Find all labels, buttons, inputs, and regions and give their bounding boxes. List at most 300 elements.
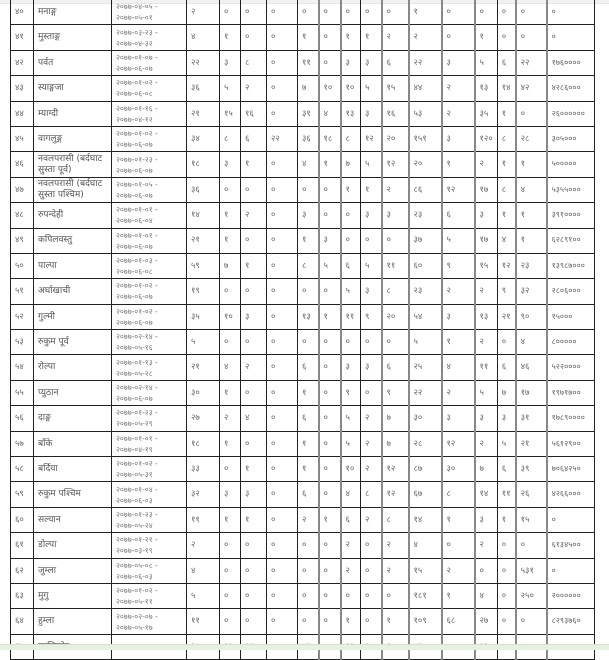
value-cell: १ [298,25,319,50]
value-cell: १७ [475,177,498,202]
serial-number-cell: ५० [11,253,34,278]
value-cell: १३ [475,304,498,329]
value-cell: ३१ [298,101,319,126]
date-range-cell [112,406,187,431]
table-row [11,457,595,482]
total-cell: ५ [187,330,220,355]
date-to: २०७७-०६-०३ [116,571,153,581]
date-from: २०७७-०३-२३ - [116,27,158,37]
value-cell: ११ [341,304,361,329]
value-cell: ० [241,228,267,253]
value-cell: ० [220,609,241,634]
value-cell: ३७ [409,228,442,253]
value-cell: ० [516,0,547,25]
date-range-cell [112,101,187,126]
serial-number-cell: ६२ [11,558,34,583]
value-cell: ० [516,101,547,126]
value-cell: २८ [409,431,442,456]
value-cell: २२ [409,380,442,405]
amount-cell: ४२८६००० [547,76,595,101]
table-row [11,355,595,380]
district-name-cell: सल्यान [34,507,112,532]
value-cell: ० [319,431,341,456]
date-range-cell [112,609,187,634]
table-row [11,380,595,405]
value-cell: ६ [382,355,409,380]
value-cell: ८ [341,126,361,151]
date-to: २०७७-०६-०७ [116,140,153,150]
date-from: २०७७-०१-०२ - [116,78,158,88]
value-cell: ० [319,355,341,380]
value-cell: २ [475,533,498,558]
value-cell: ८७ [409,457,442,482]
value-cell: ९ [361,304,382,329]
total-cell: १८ [187,431,220,456]
table-row [11,0,595,25]
value-cell: २ [442,558,475,583]
value-cell: ६ [442,203,475,228]
value-cell: ८ [382,507,409,532]
value-cell: ० [267,431,298,456]
value-cell: २ [475,431,498,456]
total-cell: १४ [187,203,220,228]
serial-number-cell: ४८ [11,203,34,228]
value-cell: ११ [298,50,319,75]
value-cell: ८ [220,126,241,151]
value-cell: ० [361,583,382,608]
table-wrapper [10,0,595,660]
value-cell: ९ [382,380,409,405]
value-cell: ३० [442,457,475,482]
serial-number-cell: ४६ [11,152,34,177]
table-row [11,203,595,228]
value-cell: ० [241,25,267,50]
value-cell: ५ [361,76,382,101]
value-cell: ३ [475,406,498,431]
value-cell: ० [267,304,298,329]
value-cell: १८१ [409,583,442,608]
value-cell: २५० [516,583,547,608]
value-cell: ३ [382,203,409,228]
value-cell: ० [267,152,298,177]
date-range-cell [112,177,187,202]
value-cell: २५ [409,355,442,380]
date-from: २०७७-०१-०३ - [116,256,158,266]
value-cell: ९ [341,380,361,405]
date-from: २०७७-०१-०१ - [116,433,158,443]
district-name-cell: गुल्मी [34,304,112,329]
value-cell: ४२ [516,76,547,101]
value-cell: ० [382,583,409,608]
value-cell: ० [319,50,341,75]
total-cell: ११ [187,609,220,634]
value-cell: ५ [442,228,475,253]
district-name-cell: पाल्पा [34,253,112,278]
date-from: २०७७-०१-२३ - [116,154,158,164]
table-row [11,330,595,355]
value-cell: ६० [409,253,442,278]
value-cell: ५ [319,253,341,278]
value-cell: २१ [516,431,547,456]
amount-cell: २०००००० [547,583,595,608]
value-cell: १६ [382,101,409,126]
value-cell: ८ [497,177,515,202]
value-cell: ० [361,558,382,583]
value-cell: १ [241,253,267,278]
value-cell: ६ [298,482,319,507]
table-row [11,152,595,177]
district-name-cell: दाङ्ग [34,406,112,431]
value-cell: १५ [475,253,498,278]
date-from: २०७७-०१-०२ - [116,586,158,596]
value-cell: १ [361,177,382,202]
value-cell: ० [361,0,382,25]
total-cell: ३४ [187,126,220,151]
value-cell: २ [220,406,241,431]
date-to: २०७७-०५-११ [116,597,153,607]
date-from: २०७७-०१-१६ - [116,103,158,113]
amount-cell: ० [547,507,595,532]
date-from: २०७७-०१-२३ - [116,408,158,418]
value-cell: १ [442,330,475,355]
amount-cell: ३०५००० [547,126,595,151]
value-cell: ० [267,609,298,634]
serial-number-cell: ४२ [11,50,34,75]
district-name-cell: रुकुम पश्चिम [34,482,112,507]
value-cell: ० [241,380,267,405]
date-to: २०७७-०६-०७ [116,190,153,200]
value-cell: ० [516,533,547,558]
value-cell: ७ [341,152,361,177]
value-cell: २ [382,25,409,50]
value-cell: ४ [516,330,547,355]
value-cell: १४ [497,76,515,101]
district-name-cell: नवलपरासी (बर्दघाट सुस्ता पूर्व) [34,152,112,177]
value-cell: ० [442,533,475,558]
value-cell: ७ [382,406,409,431]
value-cell: ५ [220,76,241,101]
value-cell: ० [267,279,298,304]
value-cell: १४ [409,507,442,532]
value-cell: ० [220,558,241,583]
value-cell: १ [220,431,241,456]
date-range-cell [112,533,187,558]
value-cell: ० [267,228,298,253]
value-cell: ० [497,25,515,50]
value-cell: २२ [267,126,298,151]
value-cell: ० [319,279,341,304]
district-name-cell: रोल्पा [34,355,112,380]
value-cell: ० [382,228,409,253]
date-from: २०७७-०१-०२ - [116,129,158,139]
value-cell: ० [319,380,341,405]
value-cell: ७ [220,253,241,278]
value-cell: २ [409,25,442,50]
value-cell: ० [319,330,341,355]
value-cell: ० [267,558,298,583]
value-cell: ३ [361,279,382,304]
amount-cell: ५६१२९०० [547,431,595,456]
value-cell: १५ [516,507,547,532]
date-to: २०७७-०६-०७ [116,317,153,327]
value-cell: ५३१ [516,558,547,583]
value-cell: ० [298,177,319,202]
value-cell: ० [442,0,475,25]
value-cell: ११ [382,253,409,278]
amount-cell: १९७१७०० [547,380,595,405]
value-cell: ३ [319,228,341,253]
value-cell: १० [220,304,241,329]
value-cell: ० [267,330,298,355]
date-from: २०७७-०१-१३ - [116,357,158,367]
value-cell: ० [298,583,319,608]
value-cell: ४ [497,228,515,253]
value-cell: ३ [442,304,475,329]
value-cell: ८ [382,279,409,304]
value-cell: ५ [341,406,361,431]
value-cell: ७ [497,380,515,405]
value-cell: ३ [341,50,361,75]
district-name-cell: मुस्ताङ्ग [34,25,112,50]
date-range-cell [112,380,187,405]
district-name-cell: पर्वत [34,50,112,75]
district-statistics-table [10,0,595,660]
amount-cell: ७०६४२५० [547,457,595,482]
value-cell: ९ [497,279,515,304]
value-cell: १ [442,583,475,608]
value-cell: २२ [409,50,442,75]
serial-number-cell: ५४ [11,355,34,380]
district-name-cell: मनाङ्ग [34,0,112,25]
value-cell: ० [267,533,298,558]
value-cell: २ [361,431,382,456]
value-cell: १ [341,609,361,634]
value-cell: ० [220,177,241,202]
serial-number-cell: ४१ [11,25,34,50]
total-cell: १९ [187,279,220,304]
value-cell: ३५ [475,101,498,126]
value-cell: १८ [319,126,341,151]
value-cell: १५१ [409,126,442,151]
value-cell: ४ [220,355,241,380]
date-from: २०७७-०२-०७ - [116,611,158,621]
value-cell: ३ [361,203,382,228]
value-cell: ४ [241,406,267,431]
table-row [11,533,595,558]
amount-cell: ६२८९१०० [547,228,595,253]
value-cell: ५ [409,330,442,355]
value-cell: ४ [442,355,475,380]
total-cell: २१ [187,355,220,380]
status-bar [0,644,609,650]
value-cell: १ [220,507,241,532]
amount-cell: १७६०००० [547,50,595,75]
district-name-cell: कपिलवस्तु [34,228,112,253]
value-cell: २ [298,507,319,532]
value-cell: २ [341,533,361,558]
value-cell: २ [442,101,475,126]
date-range-cell [112,0,187,25]
value-cell: ३ [241,482,267,507]
value-cell: ० [497,533,515,558]
date-to: २०७७-०४-३२ [116,38,153,48]
date-to: २०७७-०४-१२ [116,114,153,124]
value-cell: ० [267,76,298,101]
date-to: २०७७-०६-०४ [116,216,153,226]
value-cell: ० [241,583,267,608]
value-cell: १२ [382,482,409,507]
amount-cell: ० [547,558,595,583]
district-name-cell: हुम्ला [34,609,112,634]
value-cell: १५ [220,101,241,126]
value-cell: २ [341,558,361,583]
serial-number-cell: ४५ [11,126,34,151]
value-cell: १ [241,457,267,482]
value-cell: ३९ [516,457,547,482]
value-cell: ० [220,457,241,482]
value-cell: ३ [220,152,241,177]
total-cell: २७ [187,406,220,431]
date-range-cell [112,558,187,583]
serial-number-cell: ४० [11,0,34,25]
date-to: २०७७-०६-०७ [116,394,153,404]
value-cell: १०९ [409,609,442,634]
value-cell: १२ [442,431,475,456]
value-cell: २० [382,304,409,329]
value-cell: १२ [382,152,409,177]
value-cell: १७ [475,228,498,253]
date-range-cell [112,25,187,50]
total-cell: ४ [187,558,220,583]
date-to: २०७७-०६-०८ [116,267,153,277]
value-cell: २७ [475,609,498,634]
value-cell: १ [516,203,547,228]
value-cell: ४ [475,583,498,608]
value-cell: ० [319,203,341,228]
table-row [11,177,595,202]
date-from: २०७७-०१-०१ - [116,230,158,240]
district-name-cell: म्याग्दी [34,101,112,126]
value-cell: ८ [497,126,515,151]
value-cell: ० [220,330,241,355]
value-cell: ० [341,583,361,608]
date-from: २०७७-०१-०२ - [116,306,158,316]
value-cell: ४ [409,533,442,558]
value-cell: ० [516,609,547,634]
date-from: २०७७-०१-०५ - [116,179,158,189]
value-cell: १ [220,25,241,50]
date-to: २०७७-०६-०७ [116,292,153,302]
date-from: २०७७-०४-०५ - [116,2,158,12]
table-row [11,253,595,278]
value-cell: ५ [341,279,361,304]
date-range-cell [112,50,187,75]
date-to: २०७७-०५-१६ [116,343,153,353]
value-cell: ८६ [409,177,442,202]
serial-number-cell: ६१ [11,533,34,558]
date-range-cell [112,152,187,177]
district-name-cell: अर्घाखाची [34,279,112,304]
value-cell: ४४ [409,76,442,101]
date-from: २०७७-०१-०१ - [116,205,158,215]
table-row [11,76,595,101]
value-cell: २ [241,203,267,228]
value-cell: ० [220,0,241,25]
district-name-cell: डोल्पा [34,533,112,558]
value-cell: २ [475,330,498,355]
value-cell: ० [497,330,515,355]
serial-number-cell: ५३ [11,330,34,355]
value-cell: २८ [516,126,547,151]
value-cell: ९० [516,304,547,329]
district-name-cell: रुपन्देही [34,203,112,228]
value-cell: १ [220,380,241,405]
amount-cell: ८००००० [547,330,595,355]
value-cell: ० [442,25,475,50]
value-cell: ० [382,0,409,25]
value-cell: ० [341,203,361,228]
value-cell: ० [319,177,341,202]
value-cell: ० [298,558,319,583]
value-cell: ६ [382,50,409,75]
date-range-cell [112,330,187,355]
value-cell: ० [298,533,319,558]
amount-cell: ३९१०००० [547,203,595,228]
value-cell: १५ [382,76,409,101]
amount-cell: ० [547,0,595,25]
value-cell: ५४ [409,304,442,329]
value-cell: ६८ [442,609,475,634]
value-cell: १२० [475,126,498,151]
serial-number-cell: ६३ [11,583,34,608]
value-cell: ० [220,583,241,608]
value-cell: १२ [361,126,382,151]
value-cell: १ [341,177,361,202]
value-cell: ५ [475,380,498,405]
serial-number-cell: ५७ [11,431,34,456]
value-cell: ० [241,177,267,202]
value-cell: १ [298,431,319,456]
value-cell: ३ [220,50,241,75]
table-row [11,482,595,507]
value-cell: ५ [341,431,361,456]
value-cell: ० [361,228,382,253]
date-from: २०७७-०१-०७ - [116,52,158,62]
value-cell: २ [475,152,498,177]
date-range-cell [112,431,187,456]
value-cell: १ [497,152,515,177]
value-cell: ० [341,228,361,253]
date-to: २०७७-०६-०७ [116,165,153,175]
value-cell: ० [220,533,241,558]
value-cell: १० [319,76,341,101]
amount-cell: १५००० [547,304,595,329]
value-cell: ० [319,533,341,558]
value-cell: ० [241,279,267,304]
value-cell: १० [341,76,361,101]
value-cell: १ [220,228,241,253]
value-cell: १३ [341,101,361,126]
value-cell: ४ [341,482,361,507]
value-cell: ३ [361,101,382,126]
total-cell: ५ [187,583,220,608]
value-cell: ० [267,0,298,25]
date-range-cell [112,304,187,329]
value-cell: १ [319,507,341,532]
total-cell: ५९ [187,253,220,278]
value-cell: ० [267,457,298,482]
value-cell: ० [298,279,319,304]
